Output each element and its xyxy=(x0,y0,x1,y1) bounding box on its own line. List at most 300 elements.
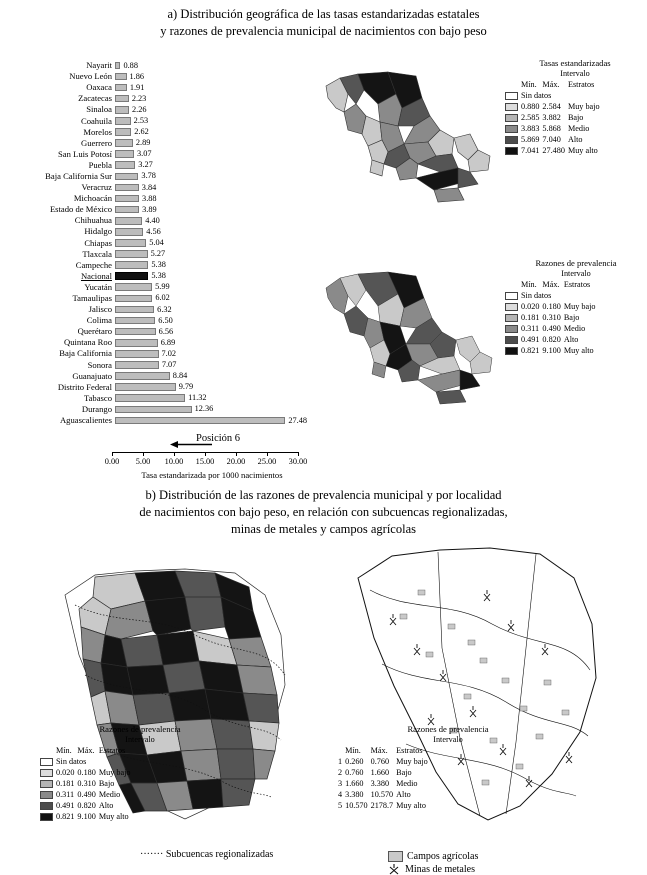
bar-value-label: 2.26 xyxy=(132,104,147,114)
legend-max: 2178.7 xyxy=(370,801,394,810)
legend-stratum: Medio xyxy=(98,790,121,799)
legend-swatch xyxy=(40,791,53,799)
legend-min: 1.660 xyxy=(345,779,364,788)
bar-track xyxy=(115,204,310,215)
legend-tasas-estandarizadas xyxy=(505,58,645,156)
bar-track xyxy=(115,215,310,226)
bar-category-label: Sinaloa xyxy=(86,104,112,115)
legend-row xyxy=(505,312,598,323)
bar-category-label: Baja California xyxy=(59,348,112,359)
bar-track xyxy=(115,415,310,426)
legend-stratum: Alto xyxy=(563,335,579,344)
legend-nodata-label: Sin datos xyxy=(56,757,87,766)
legend-max: 2.584 xyxy=(542,102,561,111)
bar-category-label: Nuevo León xyxy=(69,71,112,82)
legend-row xyxy=(40,767,133,778)
legend-header-row xyxy=(505,279,598,290)
bar-value-label: 0.88 xyxy=(123,60,138,70)
legend-max: 0.310 xyxy=(542,313,561,322)
bar-row xyxy=(0,360,310,371)
legend-row xyxy=(505,301,598,312)
bar-row xyxy=(0,304,310,315)
bar-row xyxy=(0,415,310,426)
minas-metales-label: Minas de metales xyxy=(405,864,475,875)
legend-swatch xyxy=(505,103,518,111)
bar-track xyxy=(115,304,310,315)
legend-stratum: Bajo xyxy=(563,313,580,322)
bar-category-label: Zacatecas xyxy=(78,93,112,104)
bar-category-label: Nacional xyxy=(80,270,112,281)
bar-category-label: San Luis Potosí xyxy=(58,148,112,159)
legend-swatch xyxy=(505,325,518,333)
legend-stratum: Muy bajo xyxy=(98,768,131,777)
dotted-line-icon: ······· xyxy=(140,849,164,860)
legend-table xyxy=(338,745,431,811)
bar xyxy=(115,239,146,247)
legend-min: 0.821 xyxy=(521,346,540,355)
legend-stratum: Alto xyxy=(567,135,583,144)
legend-swatch xyxy=(505,147,518,155)
legend-max: 0.820 xyxy=(542,335,561,344)
legend-header-row xyxy=(505,79,603,90)
legend-stratum: Muy bajo xyxy=(563,302,596,311)
bar-value-label: 6.50 xyxy=(158,315,173,325)
legend-row xyxy=(338,800,431,811)
legend-min: 0.311 xyxy=(521,324,540,333)
legend-row-index: 4 xyxy=(338,790,343,799)
bar-value-label: 27.48 xyxy=(288,415,308,425)
bar-track xyxy=(115,249,310,260)
legend-header-row xyxy=(338,745,431,756)
bar-value-label: 6.32 xyxy=(157,304,172,314)
bar-row xyxy=(0,337,310,348)
legend-stratum: Bajo xyxy=(98,779,115,788)
legend-min: 0.020 xyxy=(56,768,75,777)
bar-category-label: Puebla xyxy=(88,159,112,170)
legend-stratum: Medio xyxy=(396,779,418,788)
bar-track xyxy=(115,348,310,359)
bar-row xyxy=(0,104,310,115)
campos-agricolas-label: Campos agrícolas xyxy=(407,851,479,862)
legend-header-estratos: Estratos xyxy=(567,80,595,89)
bar-value-label: 3.88 xyxy=(142,193,157,203)
legend-row xyxy=(505,345,598,356)
legend-row-index: 5 xyxy=(338,801,343,810)
bar-row xyxy=(0,82,310,93)
bar-row xyxy=(0,127,310,138)
bar-value-label: 4.40 xyxy=(145,215,160,225)
bar-track xyxy=(115,226,310,237)
bar-chart xyxy=(0,60,310,480)
bar xyxy=(115,339,158,347)
bar xyxy=(115,106,129,114)
bar xyxy=(115,228,143,236)
legend-max: 0.180 xyxy=(77,768,96,777)
bar-track xyxy=(115,171,310,182)
legend-header-max: Máx. xyxy=(77,746,95,755)
legend-max: 5.868 xyxy=(542,124,561,133)
bar-value-label: 3.78 xyxy=(141,171,156,181)
bar-track xyxy=(115,93,310,104)
bar-category-label: Nayarit xyxy=(86,60,112,71)
bar-row xyxy=(0,271,310,282)
bar xyxy=(115,317,155,325)
axis-tick-label: 10.00 xyxy=(164,457,184,466)
legend-stratum: Muy alto xyxy=(98,812,129,821)
bar-value-label: 7.02 xyxy=(161,348,177,358)
bar xyxy=(115,217,142,225)
bar-value-label: 11.32 xyxy=(188,393,207,403)
legend-stratum: Medio xyxy=(567,124,590,133)
legend-razones-prevalencia-localidad xyxy=(338,724,558,811)
bar xyxy=(115,128,131,136)
campos-agricolas-swatch-icon xyxy=(388,851,403,862)
bar xyxy=(115,306,154,314)
legend-max: 7.040 xyxy=(542,135,561,144)
bar-row xyxy=(0,260,310,271)
bar-value-label: 6.89 xyxy=(160,337,176,347)
bar xyxy=(115,406,192,414)
bar-category-label: Hidalgo xyxy=(84,226,112,237)
bar-track xyxy=(115,393,310,404)
legend-nodata-label: Sin datos xyxy=(521,91,552,100)
legend-title: Razones de prevalencia xyxy=(407,724,489,734)
bar-track xyxy=(115,138,310,149)
bar-track xyxy=(115,127,310,138)
legend-min: 0.821 xyxy=(56,812,75,821)
bar-row xyxy=(0,293,310,304)
bar-row xyxy=(0,326,310,337)
bar-category-label: Tlaxcala xyxy=(82,248,112,259)
bar xyxy=(115,372,170,380)
bar-category-label: Estado de México xyxy=(49,204,112,215)
bar-value-label: 2.89 xyxy=(135,138,151,148)
bar-category-label: Durango xyxy=(81,403,112,414)
legend-max: 1.660 xyxy=(370,768,390,777)
bar-value-label: 6.02 xyxy=(155,293,170,303)
bar-row xyxy=(0,193,310,204)
bar-track xyxy=(115,282,310,293)
bar-track xyxy=(115,238,310,249)
bar-category-label: Guanajuato xyxy=(72,370,112,381)
axis-tick xyxy=(298,452,299,456)
bar-value-label: 2.53 xyxy=(133,115,149,125)
bar-row xyxy=(0,249,310,260)
legend-max: 3.380 xyxy=(370,779,390,788)
map-municipal-razones xyxy=(318,262,508,437)
bar-row xyxy=(0,149,310,160)
bar-row xyxy=(0,160,310,171)
bar-category-label: Chiapas xyxy=(84,237,112,248)
axis-tick-label: 20.00 xyxy=(226,457,246,466)
legend-row xyxy=(505,112,603,123)
legend-subtitle: Intervalo xyxy=(561,268,591,278)
bar-value-label: 6.56 xyxy=(158,326,174,336)
axis-tick xyxy=(267,452,268,456)
bar-row xyxy=(0,238,310,249)
legend-header-estratos: Estratos xyxy=(396,746,423,755)
bar-row xyxy=(0,315,310,326)
bar xyxy=(115,184,139,192)
bar-row xyxy=(0,382,310,393)
axis-tick xyxy=(143,452,144,456)
bar-track xyxy=(115,271,310,282)
bar-value-label: 3.07 xyxy=(137,149,152,159)
legend-row xyxy=(505,323,598,334)
legend-min: 3.883 xyxy=(521,124,540,133)
legend-min: 10.570 xyxy=(345,801,368,810)
legend-row-index: 2 xyxy=(338,768,343,777)
bar xyxy=(115,195,139,203)
bar-category-label: Baja California Sur xyxy=(45,170,112,181)
legend-max: 0.820 xyxy=(77,801,96,810)
bar-category-label: Michoacán xyxy=(73,193,112,204)
legend-max: 0.490 xyxy=(77,790,96,799)
legend-swatch xyxy=(505,114,518,122)
legend-title: Razones de prevalencia xyxy=(535,258,617,268)
legend-swatch xyxy=(505,314,518,322)
legend-stratum: Muy bajo xyxy=(396,757,428,766)
bar-value-label: 3.27 xyxy=(138,160,153,170)
bar-track xyxy=(115,104,310,115)
legend-min: 0.260 xyxy=(345,757,364,766)
bar-row xyxy=(0,282,310,293)
legend-stratum: Bajo xyxy=(396,768,412,777)
bar-value-label: 5.38 xyxy=(151,260,166,270)
bar-category-label: Tabasco xyxy=(83,392,112,403)
legend-stratum: Alto xyxy=(98,801,114,810)
legend-max: 3.882 xyxy=(542,113,561,122)
legend-razones-prevalencia-estatal xyxy=(505,258,647,356)
bar-track xyxy=(115,115,310,126)
bar-value-label: 5.27 xyxy=(150,249,166,259)
bar-value-label: 9.79 xyxy=(178,382,194,392)
bar-category-label: Colima xyxy=(86,315,112,326)
panel-b-title-line1: b) Distribución de las razones de prevalencia municipal y por localidad xyxy=(145,488,502,502)
bar-row xyxy=(0,138,310,149)
bar-track xyxy=(115,404,310,415)
legend-title: Tasas estandarizadas xyxy=(539,58,611,68)
legend-stratum: Alto xyxy=(396,790,411,799)
bar xyxy=(115,173,138,181)
bar-value-label: 7.07 xyxy=(161,360,177,370)
legend-row xyxy=(40,778,133,789)
bar xyxy=(115,350,159,358)
x-axis-title: Tasa estandarizada por 1000 nacimientos xyxy=(141,470,283,480)
bar-track xyxy=(115,293,310,304)
legend-swatch xyxy=(40,780,53,788)
legend-min: 0.311 xyxy=(56,790,75,799)
footer-subcuencas xyxy=(140,849,273,860)
footer-minas-row xyxy=(388,864,478,875)
bar-track xyxy=(115,315,310,326)
legend-row xyxy=(505,134,603,145)
bar xyxy=(115,95,129,103)
bar-value-label: 5.04 xyxy=(149,238,164,247)
bar xyxy=(115,272,148,280)
bar-value-label: 3.89 xyxy=(142,204,157,214)
axis-tick-label: 0.00 xyxy=(104,457,120,466)
axis-tick xyxy=(112,452,113,456)
bar-category-label: Coahuila xyxy=(80,115,112,126)
axis-tick-label: 25.00 xyxy=(257,457,277,466)
legend-razones-prevalencia-municipal xyxy=(40,724,240,822)
legend-row xyxy=(338,767,431,778)
legend-stratum: Medio xyxy=(563,324,586,333)
legend-min: 0.181 xyxy=(521,313,540,322)
legend-header-row xyxy=(40,745,133,756)
legend-min: 2.585 xyxy=(521,113,540,122)
legend-subtitle: Intervalo xyxy=(560,68,590,78)
legend-header-min: Mín. xyxy=(521,80,537,89)
legend-swatch xyxy=(505,303,518,311)
legend-swatch-nodata xyxy=(505,92,518,100)
bar-category-label: Morelos xyxy=(83,126,112,137)
map-estatal-tasas xyxy=(318,64,508,229)
bar xyxy=(115,361,159,369)
legend-row xyxy=(40,789,133,800)
bar-row xyxy=(0,204,310,215)
legend-min: 0.020 xyxy=(521,302,540,311)
bar xyxy=(115,73,127,81)
bar xyxy=(115,250,148,258)
bar xyxy=(115,161,135,169)
bar-value-label: 5.38 xyxy=(151,271,166,281)
bar-track xyxy=(115,160,310,171)
legend-row-nodata xyxy=(40,756,133,767)
footer-campos-minas xyxy=(388,849,478,875)
bar-category-label: Veracruz xyxy=(81,182,112,193)
legend-swatch xyxy=(40,802,53,810)
axis-tick xyxy=(236,452,237,456)
bar-track xyxy=(115,71,310,82)
panel-a-title-line1: a) Distribución geográfica de las tasas estandarizadas estatales xyxy=(167,7,480,21)
legend-subtitle: Intervalo xyxy=(433,734,463,744)
panel-a-title xyxy=(0,6,647,40)
bar-track xyxy=(115,149,310,160)
mina-metales-icon xyxy=(388,864,401,875)
bar-value-label: 12.36 xyxy=(194,404,214,414)
bar-value-label: 1.86 xyxy=(129,71,145,81)
bar-category-label: Sonora xyxy=(87,359,112,370)
legend-max: 10.570 xyxy=(370,790,394,799)
bar xyxy=(115,62,120,70)
bar-category-label: Tamaulipas xyxy=(72,293,112,304)
legend-min: 5.869 xyxy=(521,135,540,144)
footer-subcuencas-label: Subcuencas regionalizadas xyxy=(165,849,274,860)
legend-max: 0.760 xyxy=(370,757,390,766)
legend-row xyxy=(505,123,603,134)
legend-swatch xyxy=(40,813,53,821)
bar-row xyxy=(0,226,310,237)
legend-min: 7.041 xyxy=(521,146,540,155)
bar xyxy=(115,283,152,291)
legend-header-max: Máx. xyxy=(370,746,388,755)
bar xyxy=(115,417,285,425)
legend-swatch xyxy=(505,336,518,344)
legend-swatch xyxy=(40,769,53,777)
bar-row xyxy=(0,71,310,82)
bar-track xyxy=(115,182,310,193)
bar-value-label: 1.91 xyxy=(129,82,145,92)
legend-swatch xyxy=(505,125,518,133)
legend-header-estratos: Estratos xyxy=(98,746,126,755)
legend-max: 9.100 xyxy=(542,346,561,355)
legend-row-index: 1 xyxy=(338,757,343,766)
legend-swatch-nodata xyxy=(40,758,53,766)
legend-row xyxy=(505,334,598,345)
bar-row xyxy=(0,171,310,182)
legend-header-estratos: Estratos xyxy=(563,280,591,289)
footer-campos-row xyxy=(388,851,478,862)
bar-category-label: Aguascalientes xyxy=(59,415,112,426)
legend-min: 0.491 xyxy=(521,335,540,344)
axis-tick xyxy=(205,452,206,456)
bar-row xyxy=(0,60,310,71)
legend-row-index: 3 xyxy=(338,779,343,788)
axis-tick-label: 30.00 xyxy=(288,457,308,466)
legend-min: 0.491 xyxy=(56,801,75,810)
bar xyxy=(115,117,131,125)
legend-max: 0.490 xyxy=(542,324,561,333)
legend-max: 0.310 xyxy=(77,779,96,788)
legend-row xyxy=(338,756,431,767)
legend-nodata-label: Sin datos xyxy=(521,291,552,300)
bar-track xyxy=(115,360,310,371)
bar-row xyxy=(0,393,310,404)
legend-row xyxy=(505,101,603,112)
legend-subtitle: Intervalo xyxy=(125,734,155,744)
bar-value-label: 4.56 xyxy=(146,226,161,236)
bar-row xyxy=(0,215,310,226)
bar-category-label: Guerrero xyxy=(80,137,112,148)
legend-stratum: Muy bajo xyxy=(567,102,600,111)
legend-stratum: Bajo xyxy=(567,113,584,122)
bar-track xyxy=(115,60,310,71)
legend-row-nodata xyxy=(505,90,603,101)
bar-category-label: Chihuahua xyxy=(74,215,112,226)
panel-b-title-line2: de nacimientos con bajo peso, en relación con subcuencas regionalizadas, xyxy=(139,505,508,519)
legend-row xyxy=(40,811,133,822)
bar-row xyxy=(0,404,310,415)
bar-row xyxy=(0,93,310,104)
legend-min: 3.380 xyxy=(345,790,364,799)
bar xyxy=(115,383,176,391)
legend-row xyxy=(40,800,133,811)
position-annotation: Posición 6 xyxy=(196,433,241,444)
panel-b-title-line3: minas de metales y campos agrícolas xyxy=(230,522,416,536)
bar-category-label: Distrito Federal xyxy=(57,381,112,392)
legend-row xyxy=(505,145,603,156)
legend-max: 0.180 xyxy=(542,302,561,311)
legend-swatch-nodata xyxy=(505,292,518,300)
bar xyxy=(115,206,139,214)
bar-value-label: 2.23 xyxy=(131,93,147,103)
bar-track xyxy=(115,337,310,348)
bar-row xyxy=(0,371,310,382)
bar-category-label: Campeche xyxy=(75,259,112,270)
bar-category-label: Jalisco xyxy=(88,304,112,315)
legend-min: 0.760 xyxy=(345,768,364,777)
bar-track xyxy=(115,260,310,271)
legend-stratum: Muy alto xyxy=(396,801,426,810)
legend-table xyxy=(505,79,603,156)
legend-header-min: Mín. xyxy=(521,280,537,289)
bar-track xyxy=(115,82,310,93)
bar xyxy=(115,150,134,158)
legend-min: 0.880 xyxy=(521,102,540,111)
legend-swatch xyxy=(505,347,518,355)
